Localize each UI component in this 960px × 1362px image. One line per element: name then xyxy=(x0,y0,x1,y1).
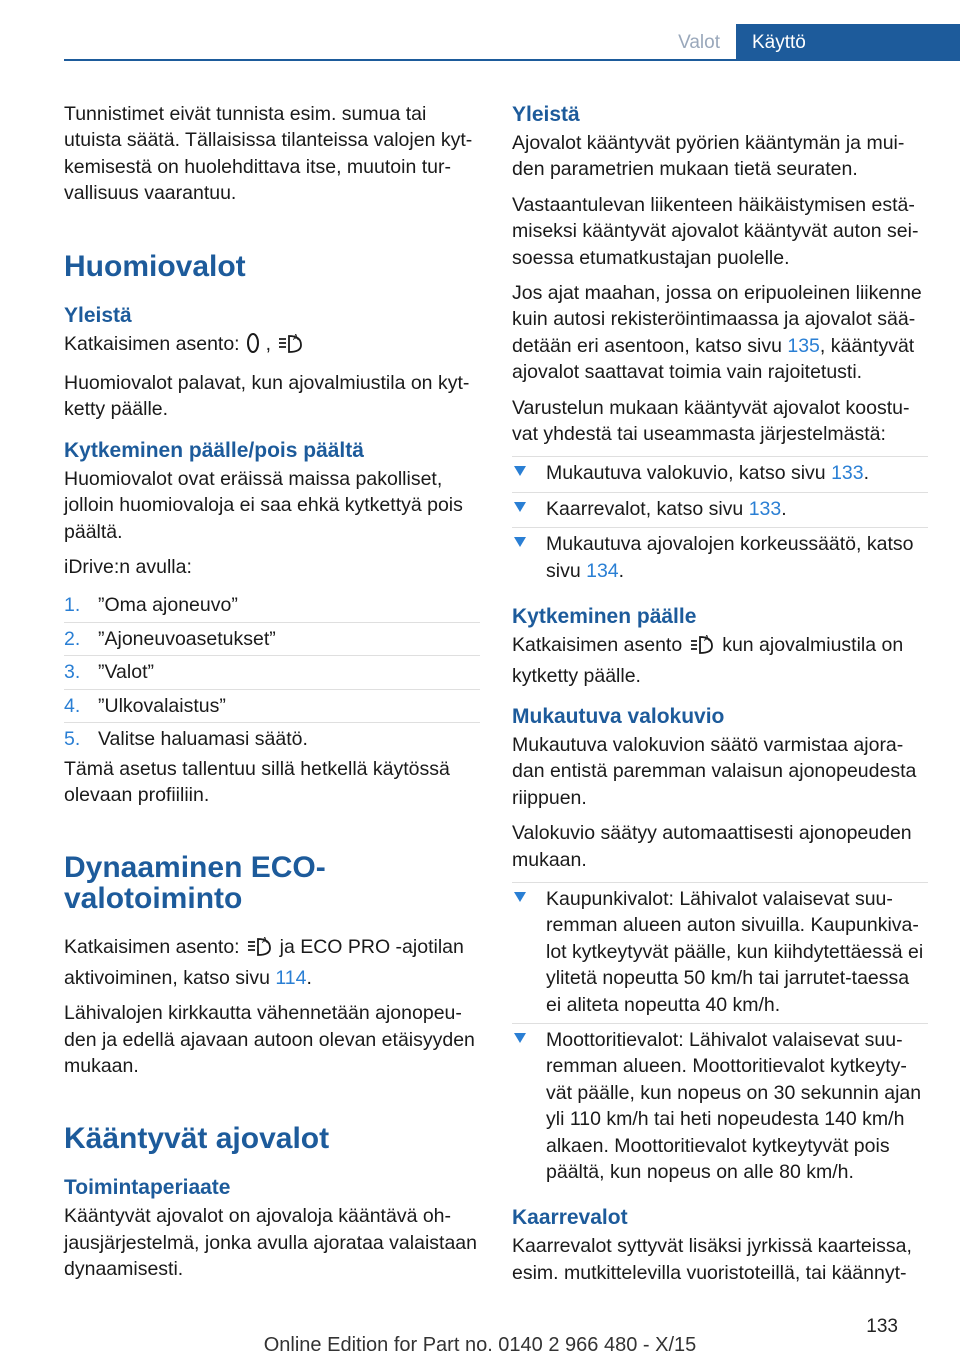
list-item xyxy=(512,1023,928,1190)
intro-paragraph: Tunnistimet eivät tunnista esim. sumua tai utuista säätä. Tällaisissa tilanteissa valojen kyt‐kemisestä on huolehdittava itse, muutoin tur‐vallisuus vaarantuu. xyxy=(64,103,473,205)
eco-switch-line: Katkaisimen asento: A ja ECO PRO -ajotilan aktivoiminen, katso sivu 114. xyxy=(64,936,464,989)
heading-kytkeminen: Kytkeminen päälle/pois päältä xyxy=(64,438,364,462)
step-number: 2. xyxy=(64,627,81,650)
heading-yleista: Yleistä xyxy=(64,303,132,327)
arrow-bullet-icon xyxy=(514,466,526,476)
svg-text:A: A xyxy=(293,332,299,342)
mukautuva-paragraph-2: Valokuvio säätyy automaattisesti ajonopeuden mukaan. xyxy=(512,822,912,871)
p3-text-b: , kääntyvät ajovalot saattavat toimia vain rajoitetusti. xyxy=(512,334,915,384)
eco-switch-text: Katkaisimen asento: xyxy=(64,936,240,959)
list-item-text: Mukautuva valokuvio, katso sivu xyxy=(546,462,826,485)
right-paragraph-1: Ajovalot kääntyvät pyörien kääntymän ja mui‐den parametrien mukaan tietä seuraten. xyxy=(512,132,905,181)
profile-note: Tämä asetus tallentuu sillä hetkellä käytössä olevaan profiiliin. xyxy=(64,757,450,806)
kytk-text-a: Katkaisimen asento xyxy=(512,634,683,657)
left-column xyxy=(64,101,480,1292)
step-item xyxy=(64,722,480,755)
step-text: ”Ulkovalaistus” xyxy=(98,694,226,717)
step-text: ”Oma ajoneuvo” xyxy=(98,594,238,617)
list-item-text: Kaarrevalot, katso sivu xyxy=(546,497,744,520)
heading-kaarrevalot: Kaarrevalot xyxy=(512,1206,628,1230)
right-paragraph-3 xyxy=(512,280,928,386)
kytkeminen-description: Huomiovalot ovat eräissä maissa pakolliset, jolloin huomiovaloja ei saa ehkä kytkettyä pois päältä. xyxy=(64,467,463,543)
auto-headlight-icon xyxy=(688,633,716,662)
toiminta-description: Kääntyvät ajovalot on ajovaloja kääntävä oh‐jausjärjestelmä, jonka avulla ajorataa valaistaan dynaamisesti. xyxy=(64,1205,477,1281)
list-item-text: Moottoritievalot: Lähivalot valaisevat suu‐remman alueen. Moottoritievalot kytkeyty‐vät päälle, kun nopeus on 30 sekunnin ajan yli 110 km/h tai heti nopeudesta 140 km/h alkaen. Moottoritievalot kytkeytyvät pois päältä, kun nopeus on alle 80 km/h. xyxy=(546,1028,922,1183)
heading-eco: Dynaaminen ECO-valotoiminto xyxy=(64,851,326,916)
arrow-bullet-icon xyxy=(514,502,526,512)
heading-mukautuva: Mukautuva valokuvio xyxy=(512,704,725,728)
step-item xyxy=(64,589,480,621)
footer-text: Online Edition for Part no. 0140 2 966 480 - X/15 xyxy=(263,1334,697,1356)
list-item-text: Kaupunkivalot: Lähivalot valaisevat suu‐remman alueen auton sivuilla. Kaupunkiva‐lot kytkeytyvät päälle, kun kiihdytettäessä ei ylitetä nopeutta 50 km/h tai jarrutet‐taessa ei aliteta nopeutta 40 km/h. xyxy=(546,887,924,1016)
list-item-end: . xyxy=(863,462,870,485)
list-item xyxy=(512,527,928,589)
list-item xyxy=(512,882,928,1023)
heading-kytkeminen-paalle: Kytkeminen päälle xyxy=(512,605,697,629)
kytkeminen-paalle-text xyxy=(512,632,928,689)
list-item xyxy=(512,492,928,527)
auto-headlight-icon xyxy=(246,935,274,964)
page-link[interactable]: 133 xyxy=(831,462,864,485)
header-section-tab: Valot xyxy=(678,32,720,53)
right-paragraph-2: Vastaantulevan liikenteen häikäistymisen estä‐miseksi kääntyvät ajovalot kääntyvät auton sei‐soessa etumatkustajan puolelle. xyxy=(512,193,919,269)
heading-huomiovalot: Huomiovalot xyxy=(64,249,246,283)
svg-text:A: A xyxy=(261,936,268,946)
step-item xyxy=(64,689,480,722)
list-item xyxy=(512,456,928,491)
idrive-steps xyxy=(64,589,480,755)
mukautuva-list xyxy=(512,882,928,1190)
step-number: 5. xyxy=(64,728,81,751)
auto-headlight-icon xyxy=(277,332,305,361)
heading-kaantyvat: Kääntyvät ajovalot xyxy=(64,1122,330,1156)
step-item xyxy=(64,622,480,655)
list-item-end: . xyxy=(781,497,787,520)
heading-yleista-right: Yleistä xyxy=(512,103,580,126)
huomio-description: Huomiovalot palavat, kun ajovalmiustila on kyt‐ketty päälle. xyxy=(64,372,470,421)
step-item xyxy=(64,655,480,688)
page-link-135[interactable]: 135 xyxy=(787,334,820,357)
step-text: ”Ajoneuvoasetukset” xyxy=(98,627,276,650)
systems-list xyxy=(512,456,928,589)
mukautuva-paragraph-1: Mukautuva valokuvion säätö varmistaa ajora‐dan entistä paremman valaisun ajonopeudesta riippuen. xyxy=(512,733,917,809)
step-number: 1. xyxy=(64,594,81,617)
step-text: ”Valot” xyxy=(98,661,154,684)
arrow-bullet-icon xyxy=(514,1033,526,1043)
kaarrevalot-paragraph: Kaarrevalot syttyvät lisäksi jyrkissä kaarteissa, esim. mutkittelevilla vuoristoteillä, tai käännyt‐ xyxy=(512,1235,912,1284)
right-column xyxy=(512,101,928,1295)
page-number: 133 xyxy=(866,1316,898,1337)
heading-toimintaperiaate: Toimintaperiaate xyxy=(64,1176,231,1200)
switch-position-line xyxy=(64,331,480,361)
arrow-bullet-icon xyxy=(514,537,526,547)
arrow-bullet-icon xyxy=(514,892,526,902)
list-item-text: Mukautuva ajovalojen korkeussäätö, katso sivu xyxy=(546,533,914,582)
switch-separator: , xyxy=(265,332,272,355)
header-chapter-tab: Käyttö xyxy=(736,24,960,61)
p3-text-a: Jos ajat maahan, jossa on eripuoleinen liikenne kuin autosi rekisteröintimaassa ja ajovalot sää‐detään eri asentoon, katso sivu xyxy=(512,282,922,357)
kytk-text-b: kun ajovalmiustila on kytketty päälle. xyxy=(512,634,904,687)
step-number: 4. xyxy=(64,694,81,717)
svg-text:A: A xyxy=(704,634,710,644)
page-header xyxy=(64,24,960,61)
page-link-114[interactable]: 114 xyxy=(275,966,307,989)
page-link[interactable]: 133 xyxy=(748,497,782,520)
right-paragraph-4: Varustelun mukaan kääntyvät ajovalot koostu‐vat yhdestä tai useammasta järjestelmästä: xyxy=(512,396,910,446)
eco-switch-text-b: ja ECO PRO -ajotilan aktivoiminen, katso sivu xyxy=(64,936,464,989)
switch-position-text: Katkaisimen asento: xyxy=(64,332,240,355)
zero-position-icon xyxy=(246,332,260,361)
eco-description: Lähivalojen kirkkautta vähennetään ajonopeu‐den ja edellä ajavaan autoon olevan etäisyyden mukaan. xyxy=(64,1002,475,1077)
header-rule xyxy=(64,59,960,61)
idrive-text: iDrive:n avulla: xyxy=(64,556,192,579)
page-link[interactable]: 134 xyxy=(586,559,619,582)
step-number: 3. xyxy=(64,661,81,684)
step-text: Valitse haluamasi säätö. xyxy=(98,728,308,751)
list-item-end: . xyxy=(618,559,625,582)
